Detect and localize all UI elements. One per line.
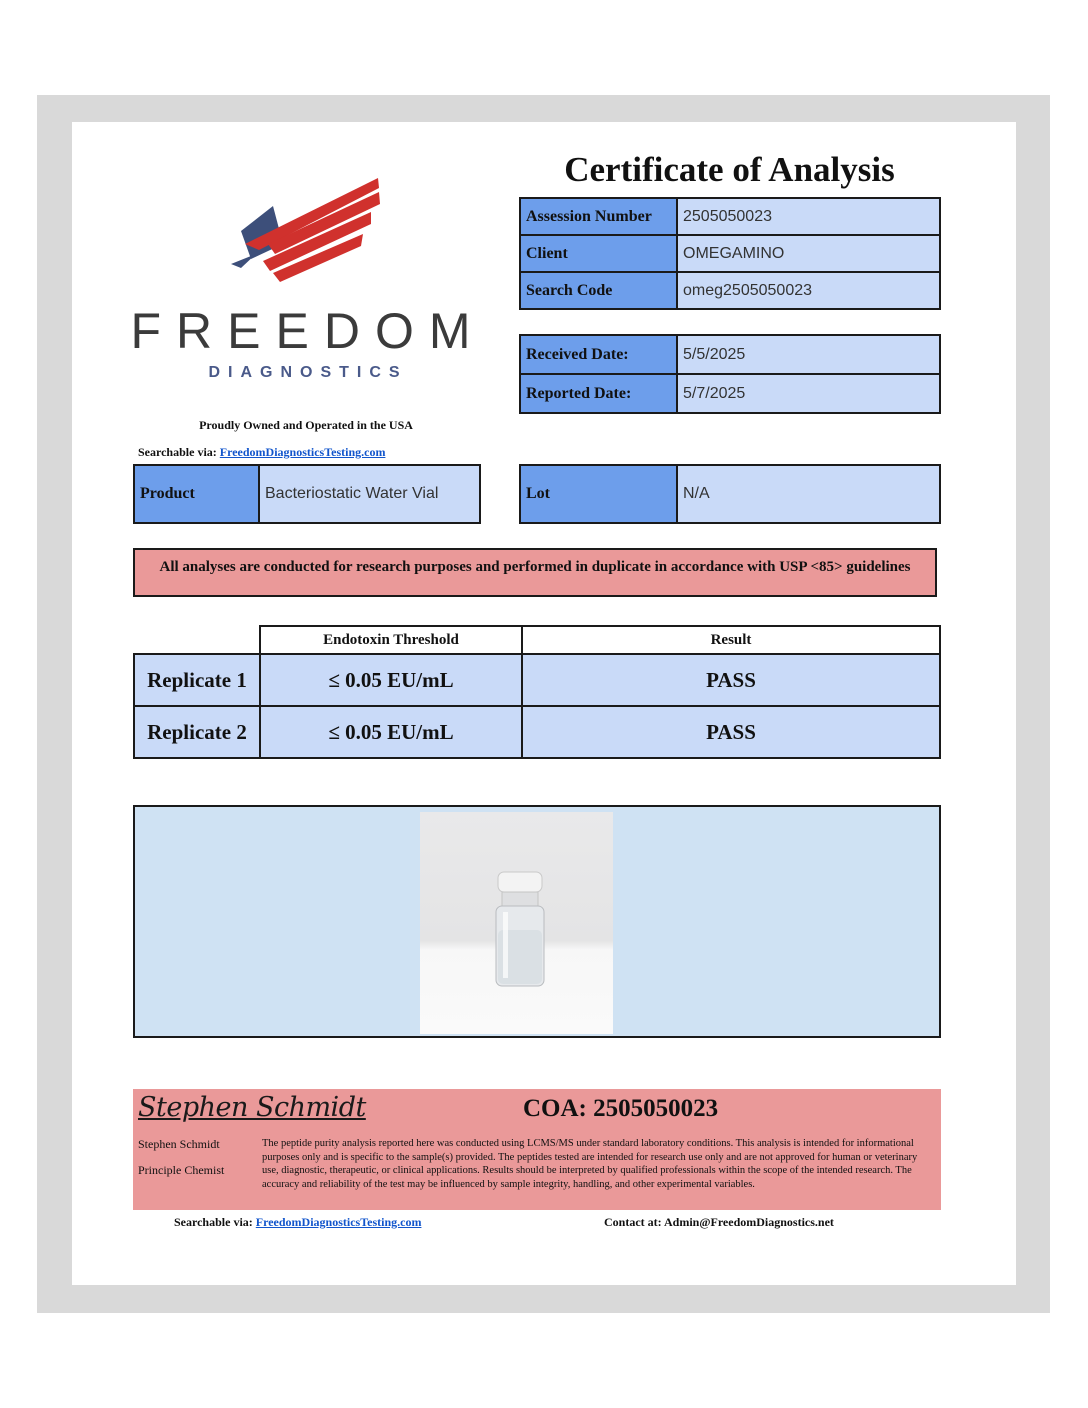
product-value: Bacteriostatic Water Vial bbox=[259, 465, 480, 523]
website-link[interactable]: FreedomDiagnosticsTesting.com bbox=[219, 445, 386, 459]
product-table bbox=[133, 464, 481, 524]
search-code-value: omeg2505050023 bbox=[677, 272, 940, 309]
replicate-name: Replicate 2 bbox=[134, 706, 260, 758]
contact-info: Contact at: Admin@FreedomDiagnostics.net bbox=[604, 1215, 834, 1229]
lot-value: N/A bbox=[677, 465, 940, 523]
footer-searchable bbox=[174, 1215, 421, 1230]
table-row bbox=[520, 465, 940, 523]
received-date-value: 5/5/2025 bbox=[677, 335, 940, 374]
searchable-label: Searchable via: bbox=[138, 445, 217, 459]
table-row bbox=[134, 706, 940, 758]
header-info-table bbox=[519, 197, 941, 310]
lot-table bbox=[519, 464, 941, 524]
client-value: OMEGAMINO bbox=[677, 235, 940, 272]
svg-text:DIAGNOSTICS: DIAGNOSTICS bbox=[208, 364, 408, 381]
result-value: PASS bbox=[522, 706, 940, 758]
usp-banner: All analyses are conducted for research purposes and performed in duplicate in accordance with USP <85> guidelines bbox=[133, 548, 937, 597]
assession-number-value: 2505050023 bbox=[677, 198, 940, 235]
threshold-value: ≤ 0.05 EU/mL bbox=[260, 654, 522, 706]
signature: Stephen Schmidt bbox=[138, 1092, 366, 1123]
table-row bbox=[134, 465, 480, 523]
received-date-label: Received Date: bbox=[520, 335, 677, 374]
table-row bbox=[520, 198, 940, 235]
page-title: Certificate of Analysis bbox=[564, 150, 895, 189]
replicate-name: Replicate 1 bbox=[134, 654, 260, 706]
product-label: Product bbox=[134, 465, 259, 523]
search-code-label: Search Code bbox=[520, 272, 677, 309]
footer-website-link[interactable]: FreedomDiagnosticsTesting.com bbox=[255, 1215, 422, 1229]
table-row bbox=[134, 654, 940, 706]
table-row bbox=[520, 235, 940, 272]
chemist-name: Stephen Schmidt bbox=[138, 1137, 220, 1151]
threshold-header: Endotoxin Threshold bbox=[260, 626, 522, 654]
eagle-flag-icon bbox=[231, 178, 380, 282]
result-header: Result bbox=[522, 626, 940, 654]
results-table bbox=[133, 625, 941, 759]
chemist-title: Principle Chemist bbox=[138, 1163, 225, 1177]
svg-text:FREEDOM: FREEDOM bbox=[133, 303, 483, 359]
freedom-diagnostics-logo bbox=[133, 176, 483, 386]
client-label: Client bbox=[520, 235, 677, 272]
threshold-value: ≤ 0.05 EU/mL bbox=[260, 706, 522, 758]
vial-icon bbox=[496, 872, 544, 986]
blank-header-cell bbox=[134, 626, 260, 654]
result-value: PASS bbox=[522, 654, 940, 706]
table-row bbox=[520, 272, 940, 309]
reported-date-label: Reported Date: bbox=[520, 374, 677, 413]
disclaimer-text: The peptide purity analysis reported here was conducted using LCMS/MS under standard laboratory conditions. This analysis is intended for informational purposes only and is specific to the sample(s) provided. The peptides tested are intended for research use only and are not approved for human or veterinary use, diagnostic, therapeutic, or clinical applications. Results should be interpreted by qualified professionals within the scope of the intended research. The accuracy and reliability of the test may be influenced by sample integrity, handling, and other experimental variables. bbox=[262, 1138, 918, 1190]
vial-photo bbox=[420, 812, 613, 1034]
assession-number-label: Assession Number bbox=[520, 198, 677, 235]
searchable-line bbox=[138, 445, 385, 460]
results-header-row bbox=[134, 626, 940, 654]
owned-text: Proudly Owned and Operated in the USA bbox=[199, 418, 413, 432]
coa-number: COA: 2505050023 bbox=[523, 1095, 719, 1122]
footer-search-label: Searchable via: bbox=[174, 1215, 253, 1229]
lot-label: Lot bbox=[520, 465, 677, 523]
dates-table bbox=[519, 334, 941, 414]
table-row bbox=[520, 374, 940, 413]
reported-date-value: 5/7/2025 bbox=[677, 374, 940, 413]
table-row bbox=[520, 335, 940, 374]
